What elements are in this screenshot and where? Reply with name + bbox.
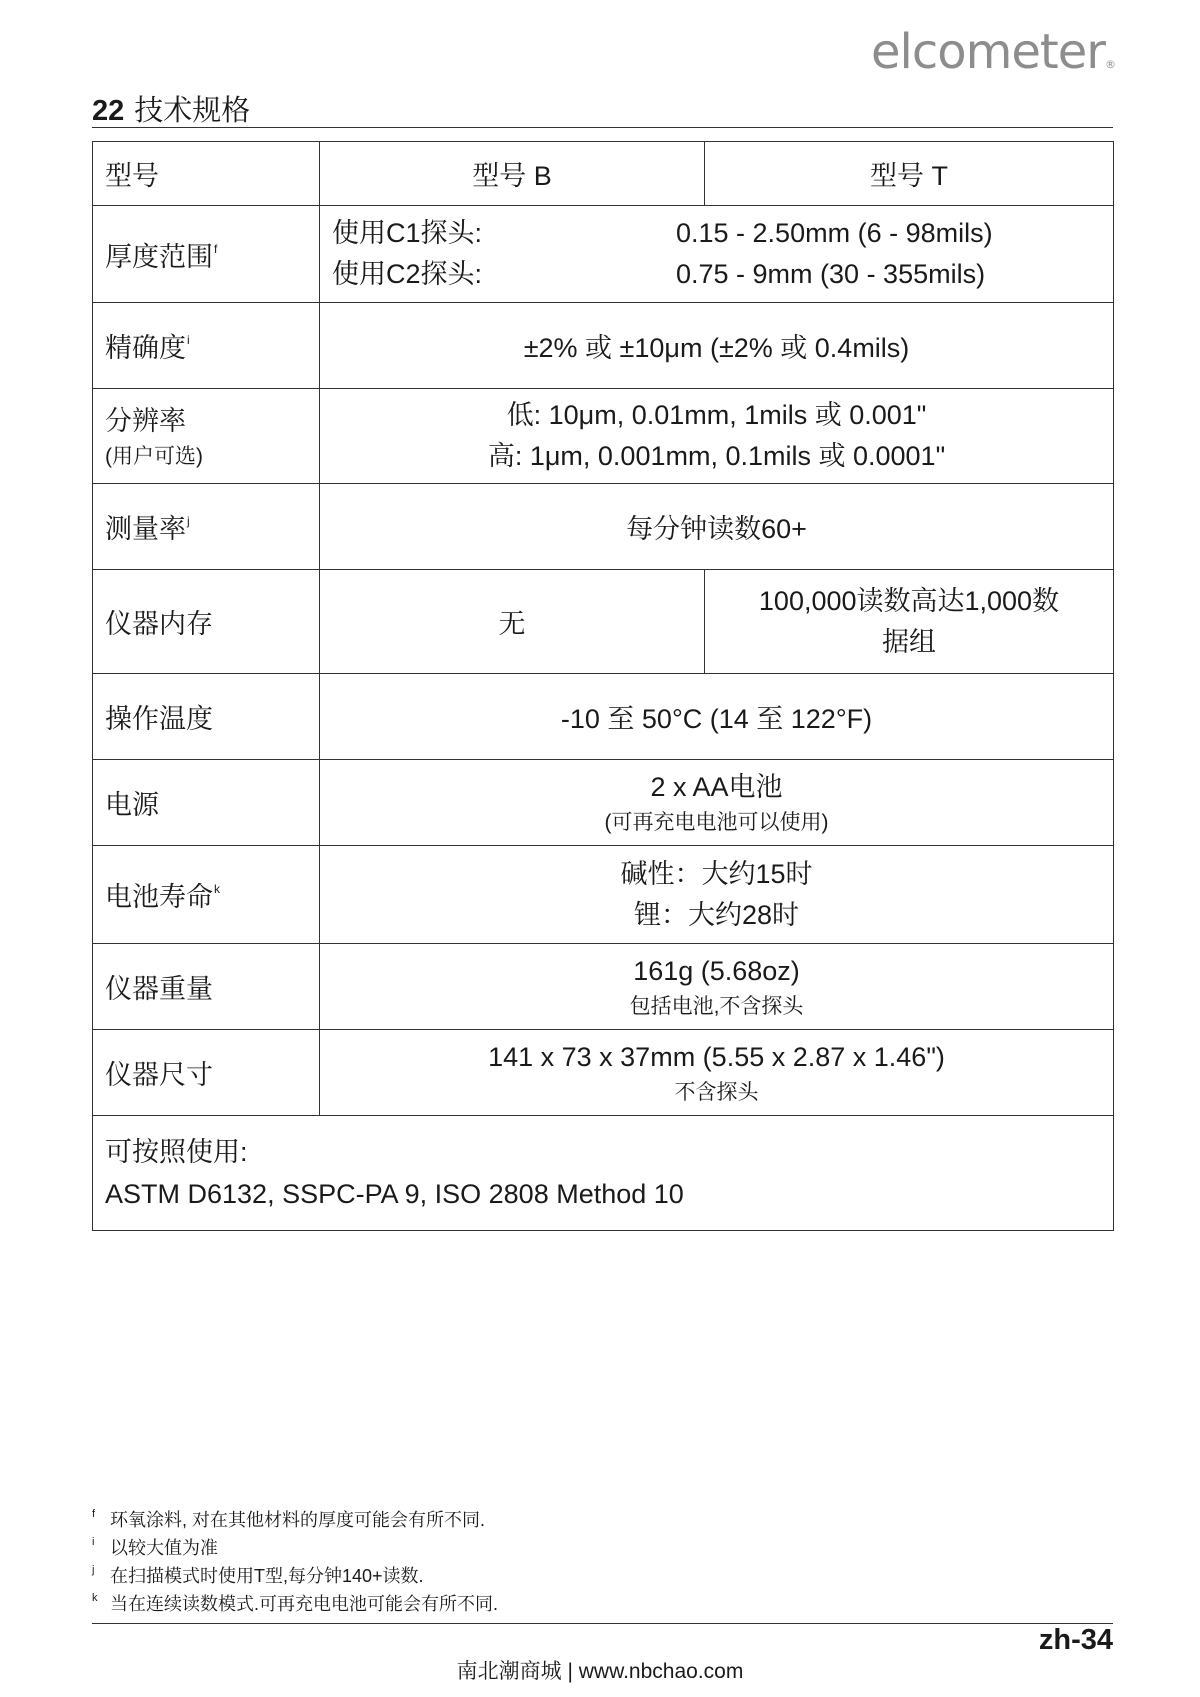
section-heading: 技术规格 [134, 95, 251, 127]
header-model-b: 型号 B [320, 142, 705, 206]
thickness-value [320, 206, 1114, 303]
battery-label: 电池寿命$^k$ [93, 846, 320, 944]
header-label: 型号 [93, 142, 320, 206]
memory-label: 仪器内存 [93, 570, 320, 674]
c2-probe: 使用C2探头: [332, 259, 483, 289]
section-number: 22 [92, 95, 125, 127]
resolution-sub-label: (用户可选) [105, 444, 203, 468]
site-watermark: 南北潮商城 | www.nbchao.com [456, 1660, 744, 1683]
spec-table [92, 141, 1114, 1231]
thickness-row [93, 206, 1114, 303]
memory-model-b: 无 [320, 570, 705, 674]
size-note: 不含探头 [674, 1081, 759, 1104]
resolution-value [320, 389, 1114, 484]
accuracy-row [93, 303, 1114, 389]
compliance-cell [93, 1116, 1114, 1231]
section-title [92, 88, 250, 129]
rate-value: 每分钟读数60+ [320, 484, 1114, 570]
page-number: zh-34 [1038, 1624, 1113, 1656]
size-value: 141 x 73 x 37mm (5.55 x 2.87 x 1.46") 不含探头 [320, 1030, 1114, 1116]
power-label: 电源 [93, 760, 320, 846]
battery-row [93, 846, 1114, 944]
resolution-low: 低: 10μm, 0.01mm, 1mils 或 0.001" [506, 400, 927, 430]
weight-note: 包括电池,不含探头 [629, 995, 804, 1018]
thickness-label: 厚度范围$^f$ [93, 206, 320, 303]
temperature-label: 操作温度 [93, 674, 320, 760]
memory-row [93, 570, 1114, 674]
c1-probe: 使用C1探头: [332, 218, 483, 248]
footnote-item: f 环氧涂料, 对在其他材料的厚度可能会有所不同. [92, 1508, 486, 1530]
compliance-label: 可按照使用: [105, 1137, 248, 1167]
battery-value [320, 846, 1114, 944]
footnotes [92, 1506, 498, 1618]
weight-value: 161g (5.68oz) 包括电池,不含探头 [320, 944, 1114, 1030]
resolution-row [93, 389, 1114, 484]
battery-alkaline: 碱性：大约15时 [620, 858, 813, 889]
resolution-high: 高: 1μm, 0.001mm, 0.1mils 或 0.0001" [487, 441, 946, 471]
header-row [93, 142, 1114, 206]
accuracy-label: 精确度$^i$ [93, 303, 320, 389]
footnote-item: j 在扫描模式时使用T型,每分钟140+读数. [92, 1564, 424, 1586]
weight-label: 仪器重量 [93, 944, 320, 1030]
weight-row [93, 944, 1114, 1030]
size-label: 仪器尺寸 [93, 1030, 320, 1116]
accuracy-value: ±2% 或 ±10μm (±2% 或 0.4mils) [320, 303, 1114, 389]
compliance-row [93, 1116, 1114, 1231]
footnote-item: i 以较大值为准 [92, 1536, 218, 1558]
memory-model-t: 100,000读数高达1,000数 据组 [705, 570, 1114, 674]
footnote-item: k 当在连续读数模式.可再充电电池可能会有所不同. [92, 1592, 498, 1614]
c2-range: 0.75 - 9mm (30 - 355mils) [676, 259, 986, 289]
power-value: 2 x AA电池 (可再充电电池可以使用) [320, 760, 1114, 846]
title-rule [92, 127, 1113, 128]
temperature-value: -10 至 50°C (14 至 122°F) [320, 674, 1114, 760]
rate-label: 测量率$^j$ [93, 484, 320, 570]
rate-row [93, 484, 1114, 570]
c1-range: 0.15 - 2.50mm (6 - 98mils) [676, 218, 993, 248]
resolution-label: 分辨率 (用户可选) [93, 389, 320, 484]
power-row [93, 760, 1114, 846]
power-note: (可再充电电池可以使用) [604, 811, 829, 834]
compliance-value: ASTM D6132, SSPC-PA 9, ISO 2808 Method 10 [105, 1179, 684, 1209]
battery-lithium: 锂：大约28时 [633, 899, 800, 930]
bottom-rule [92, 1623, 1113, 1624]
elcometer-logo: elcometer® [871, 24, 1116, 80]
temperature-row [93, 674, 1114, 760]
header-model-t: 型号 T [705, 142, 1114, 206]
size-row [93, 1030, 1114, 1116]
